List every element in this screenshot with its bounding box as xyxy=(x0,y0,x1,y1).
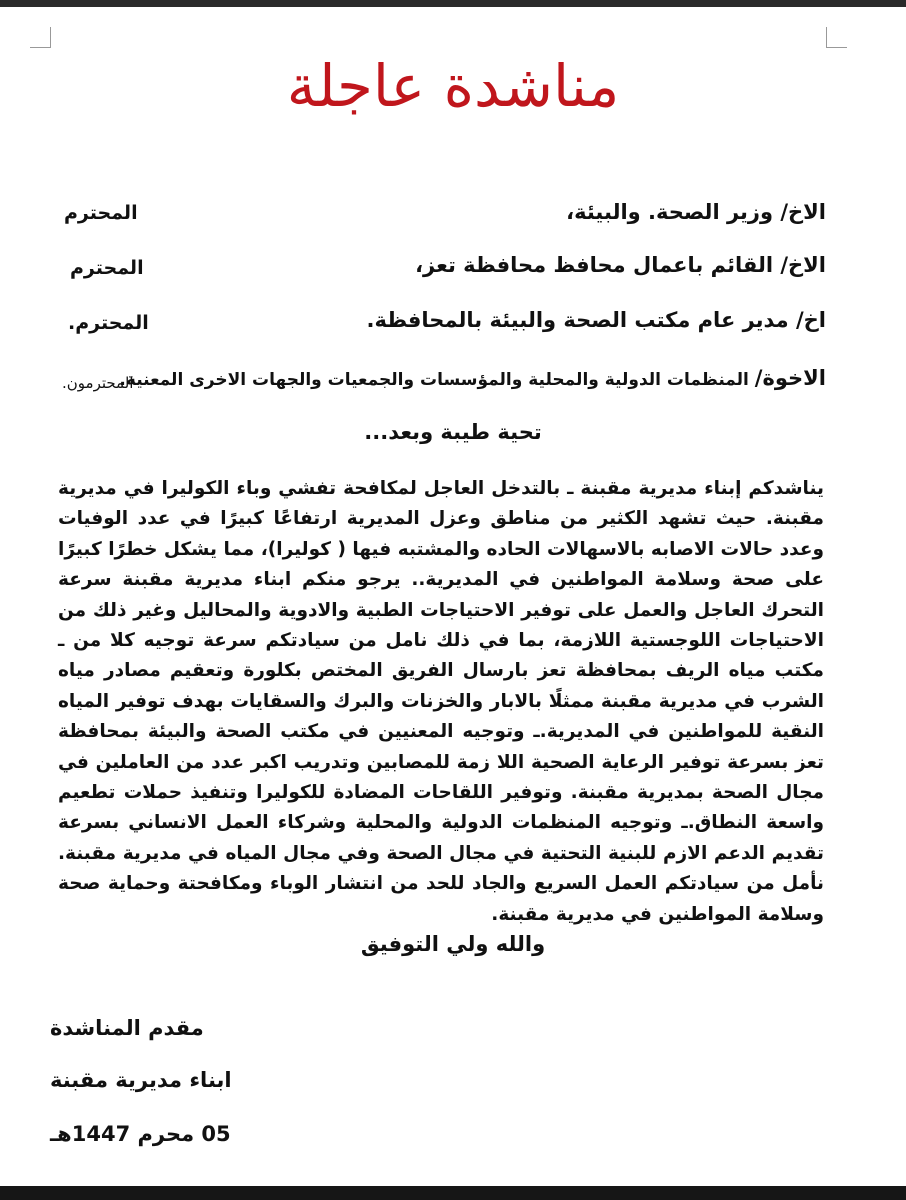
bottom-border xyxy=(0,1186,906,1200)
closing-line: والله ولي التوفيق xyxy=(360,932,546,956)
addressee-line xyxy=(50,253,826,293)
addressee-recipient-text: المنظمات الدولية والمحلية والمؤسسات والجمعيات والجهات الاخرى المعنية. xyxy=(119,370,749,390)
top-border xyxy=(0,0,906,7)
addressee-prefix: الاخوة/ xyxy=(754,366,826,390)
addressee-honorific: المحترم xyxy=(64,202,138,224)
addressee-recipient: الاخ/ وزير الصحة. والبيئة، xyxy=(566,200,826,224)
addressee-honorific: المحترم xyxy=(70,257,144,279)
appeal-body: يناشدكم إبناء مديرية مقبنة ـ بالتدخل العاجل لمكافحة تفشي وباء الكوليرا في مديرية مقبنة. حيث تشهد الكثير من مناطق وعزل المديرية ارتفاعًا كبيرًا في عدد الوفيات وعدد حالات الاصابه بالاسهالات الحاده والمشتبه فيها ( كوليرا)، مما يشكل خطرًا كبيرًا على صحة وسلامة المواطنين في المديرية.. يرجو منكم ابناء مديرية مقبنة سرعة التحرك العاجل والعمل على توفير الاحتياجات الطبية والادوية والمحاليل وغير ذلك من الاحتياجات اللوجستية اللازمة، بما في ذلك نامل من سيادتكم سرعة توجيه كلا من ـ مكتب مياه الريف بمحافظة تعز بارسال الفريق المختص بكلورة وتعقيم مصادر مياه الشرب في مديرية مقبنة ممثلًا بالابار والخزنات والبرك والسقايات بهدف توفير المياه النقية للمواطنين في المديرية.ـ وتوجيه المعنيين في مكتب الصحة والبيئة بمحافظة تعز بسرعة توفير الرعاية الصحية اللا زمة للمصابين وتدريب اكبر عدد من العاملين في مجال الصحة بمديرية مقبنة. وتوفير اللقاحات المضادة للكوليرا وتنفيذ حملات تطعيم واسعة النطاق.ـ وتوجيه المنظمات الدولية والمحلية وشركاء العمل الانساني بسرعة تقديم الدعم الازم للبنية التحتية في مجال الصحة وفي مجال المياه في مديرية مقبنة. نأمل من سيادتكم العمل السريع والجاد للحد من انتشار الوباء ومكافحتة وحماية صحة وسلامة المواطنين في مديرية مقبنة. xyxy=(58,478,824,925)
signature-date: 05 محرم 1447هـ xyxy=(50,1122,231,1146)
addressee-line xyxy=(50,366,826,406)
addressee-recipient xyxy=(119,366,826,390)
addressee-recipient: الاخ/ القائم باعمال محافظ محافظة تعز، xyxy=(415,253,826,277)
greeting: تحية طيبة وبعد... xyxy=(364,420,542,444)
addressee-honorific: المحترم. xyxy=(68,312,149,334)
signature-name: ابناء مديرية مقبنة xyxy=(50,1068,232,1092)
addressee-line xyxy=(50,200,826,240)
addressee-line xyxy=(50,308,826,348)
addressee-honorific: المحترمون. xyxy=(62,374,134,392)
signature-label: مقدم المناشدة xyxy=(50,1016,204,1040)
addressee-recipient: اخ/ مدير عام مكتب الصحة والبيئة بالمحافظة. xyxy=(366,308,826,332)
appeal-title: مناشدة عاجلة xyxy=(286,52,620,120)
